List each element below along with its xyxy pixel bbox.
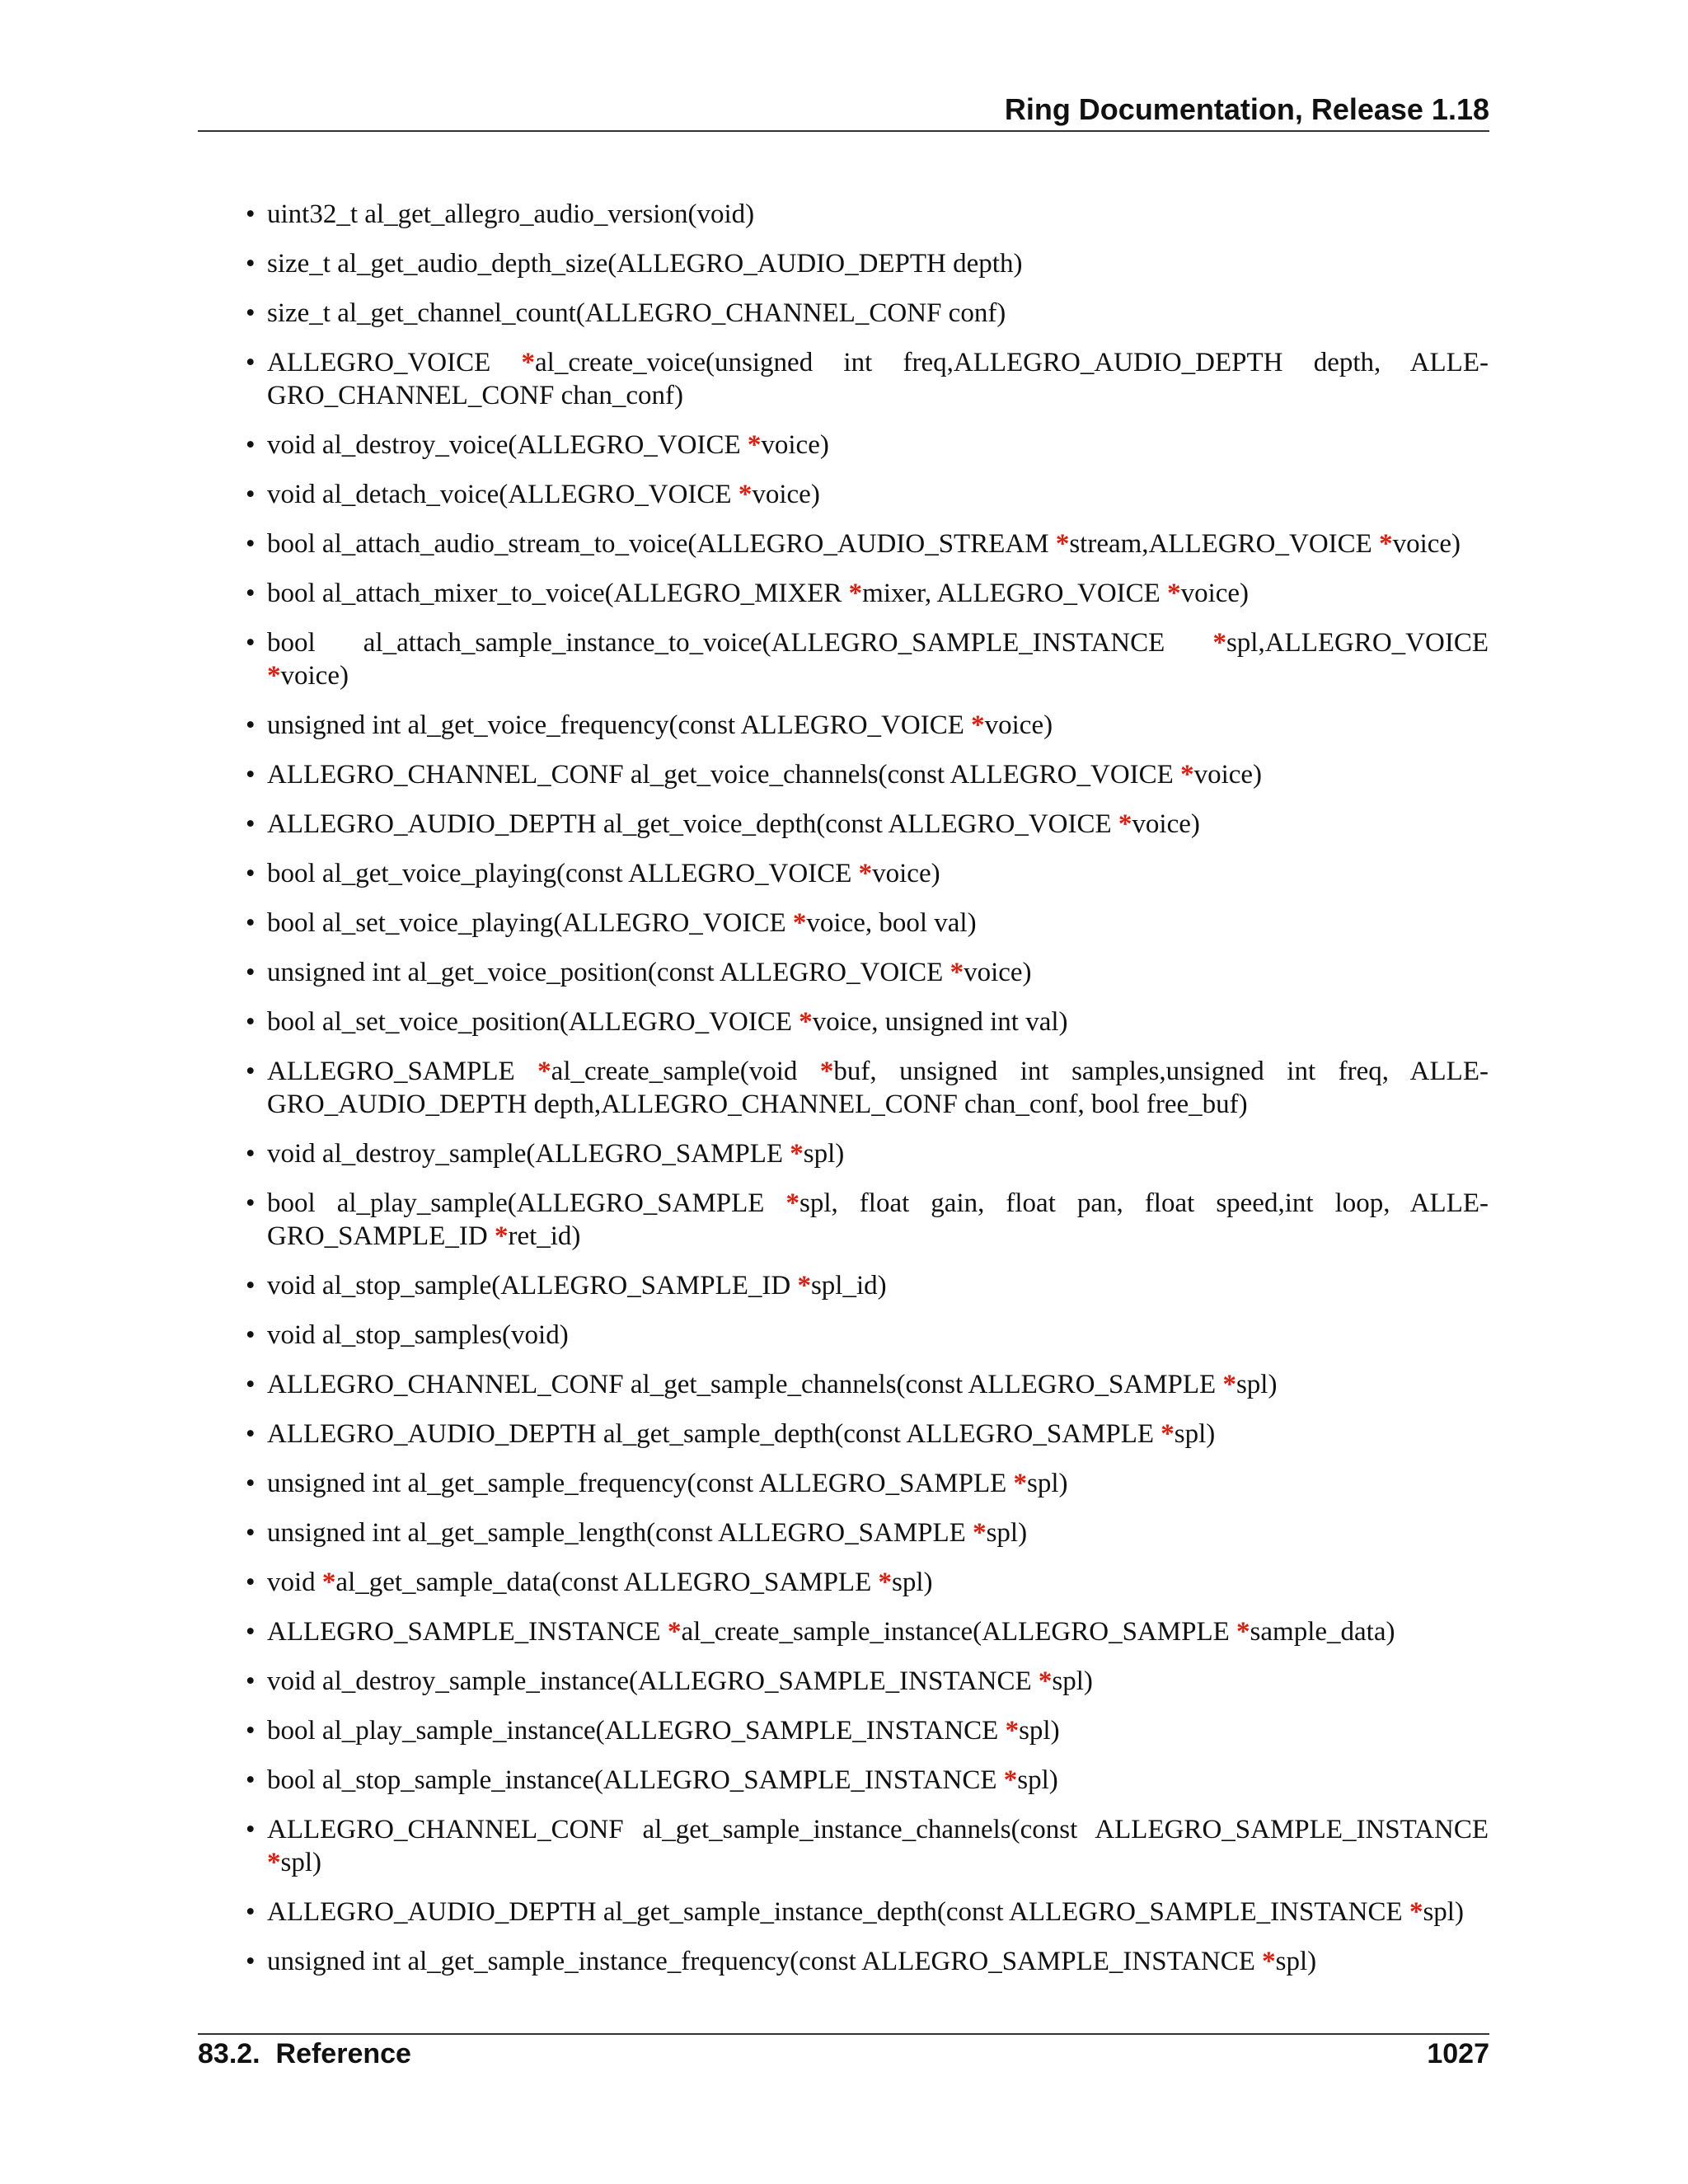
- function-text: voice): [761, 430, 829, 460]
- pointer-asterisk: *: [819, 1057, 834, 1086]
- function-item: [267, 247, 1489, 280]
- pointer-asterisk: *: [1212, 628, 1226, 658]
- function-text: al_create_voice(unsigned int freq,ALLEGRO_AUDIO_DEPTH depth, ALLE-GRO_CHANNEL_CONF chan_conf): [267, 348, 1489, 410]
- function-text: size_t al_get_audio_depth_size(ALLEGRO_AUDIO_DEPTH depth): [267, 249, 1023, 279]
- function-list: [267, 198, 1489, 1994]
- function-text: unsigned int al_get_voice_frequency(const ALLEGRO_VOICE: [267, 710, 972, 740]
- function-item: [267, 1418, 1489, 1451]
- function-text: voice): [1392, 529, 1461, 559]
- function-text: voice): [1180, 579, 1250, 608]
- function-text: size_t al_get_channel_count(ALLEGRO_CHANNEL_CONF conf): [267, 298, 1006, 328]
- function-item: [267, 577, 1489, 610]
- function-text: unsigned int al_get_voice_position(const ALLEGRO_VOICE: [267, 958, 950, 987]
- function-item: [267, 1467, 1489, 1500]
- function-text: spl, float gain, float pan, float speed,int loop, ALLE-GRO_SAMPLE_ID: [267, 1188, 1489, 1251]
- pointer-asterisk: *: [1409, 1897, 1423, 1927]
- function-text: al_create_sample(void: [551, 1057, 820, 1086]
- function-text: voice): [1132, 809, 1200, 839]
- pointer-asterisk: *: [537, 1057, 551, 1086]
- pointer-asterisk: *: [1236, 1617, 1250, 1647]
- function-text: spl): [1236, 1370, 1278, 1399]
- function-text: bool al_attach_sample_instance_to_voice(ALLEGRO_SAMPLE_INSTANCE: [267, 628, 1213, 658]
- function-item: [267, 1368, 1489, 1401]
- function-text: unsigned int al_get_sample_instance_frequency(const ALLEGRO_SAMPLE_INSTANCE: [267, 1947, 1263, 1976]
- function-text: bool al_attach_mixer_to_voice(ALLEGRO_MIXER: [267, 579, 849, 608]
- pointer-asterisk: *: [1167, 579, 1181, 608]
- function-item: [267, 1945, 1489, 1978]
- function-text: spl): [986, 1518, 1028, 1548]
- pointer-asterisk: *: [792, 908, 807, 938]
- pointer-asterisk: *: [321, 1568, 336, 1597]
- function-text: spl): [1423, 1897, 1464, 1927]
- function-text: ALLEGRO_SAMPLE_INSTANCE: [267, 1617, 668, 1647]
- pointer-asterisk: *: [267, 1848, 281, 1877]
- function-text: spl): [1174, 1419, 1216, 1449]
- function-item: [267, 198, 1489, 231]
- function-item: [267, 1187, 1489, 1253]
- function-text: spl,ALLEGRO_VOICE: [1226, 628, 1489, 658]
- function-text: ALLEGRO_SAMPLE: [267, 1057, 538, 1086]
- function-text: unsigned int al_get_sample_length(const ALLEGRO_SAMPLE: [267, 1518, 973, 1548]
- function-text: ALLEGRO_AUDIO_DEPTH al_get_sample_depth(const ALLEGRO_SAMPLE: [267, 1419, 1161, 1449]
- function-item: [267, 1714, 1489, 1747]
- function-text: voice): [984, 710, 1053, 740]
- function-item: [267, 1813, 1489, 1879]
- function-text: void al_destroy_voice(ALLEGRO_VOICE: [267, 430, 748, 460]
- function-text: spl): [1275, 1947, 1317, 1976]
- function-text: ALLEGRO_VOICE: [267, 348, 522, 377]
- pointer-asterisk: *: [790, 1139, 804, 1169]
- function-text: ALLEGRO_CHANNEL_CONF al_get_sample_instance_channels(const ALLEGRO_SAMPLE_INSTANCE: [267, 1815, 1489, 1844]
- function-text: bool al_set_voice_playing(ALLEGRO_VOICE: [267, 908, 793, 938]
- pointer-asterisk: *: [1118, 809, 1132, 839]
- function-text: mixer, ALLEGRO_VOICE: [862, 579, 1168, 608]
- pointer-asterisk: *: [1038, 1666, 1053, 1696]
- function-text: sample_data): [1250, 1617, 1395, 1647]
- function-item: [267, 1615, 1489, 1648]
- function-item: [267, 907, 1489, 940]
- pointer-asterisk: *: [799, 1007, 813, 1037]
- pointer-asterisk: *: [1005, 1716, 1020, 1746]
- function-text: voice): [1193, 760, 1263, 790]
- pointer-asterisk: *: [878, 1568, 892, 1597]
- function-item: [267, 478, 1489, 511]
- function-item: [267, 297, 1489, 330]
- page-header-title: Ring Documentation, Release 1.18: [1004, 92, 1489, 126]
- pointer-asterisk: *: [267, 661, 281, 691]
- function-text: ALLEGRO_CHANNEL_CONF al_get_sample_channels(const ALLEGRO_SAMPLE: [267, 1370, 1223, 1399]
- function-text: voice, bool val): [806, 908, 977, 938]
- function-item: [267, 429, 1489, 462]
- function-text: voice, unsigned int val): [812, 1007, 1068, 1037]
- pointer-asterisk: *: [1180, 760, 1194, 790]
- function-item: [267, 1764, 1489, 1797]
- function-text: void: [267, 1568, 322, 1597]
- pointer-asterisk: *: [785, 1188, 799, 1218]
- function-item: [267, 956, 1489, 989]
- header-divider: [198, 130, 1489, 132]
- function-text: buf, unsigned int samples,unsigned int freq, ALLE-GRO_AUDIO_DEPTH depth,ALLEGRO_CHANNEL_CONF chan_conf, bool free_buf): [267, 1057, 1489, 1119]
- pointer-asterisk: *: [1055, 529, 1070, 559]
- function-text: voice): [964, 958, 1032, 987]
- function-text: spl): [803, 1139, 845, 1169]
- function-item: [267, 1319, 1489, 1352]
- pointer-asterisk: *: [1222, 1370, 1236, 1399]
- function-item: [267, 1516, 1489, 1549]
- function-text: bool al_attach_audio_stream_to_voice(ALLEGRO_AUDIO_STREAM: [267, 529, 1056, 559]
- pointer-asterisk: *: [858, 859, 873, 888]
- footer-divider: [198, 2033, 1489, 2035]
- footer-page-number: 1027: [1427, 2038, 1489, 2069]
- function-text: stream,ALLEGRO_VOICE: [1069, 529, 1380, 559]
- function-text: bool al_stop_sample_instance(ALLEGRO_SAMPLE_INSTANCE: [267, 1765, 1004, 1795]
- pointer-asterisk: *: [973, 1518, 987, 1548]
- function-text: bool al_set_voice_position(ALLEGRO_VOICE: [267, 1007, 799, 1037]
- function-text: voice): [872, 859, 940, 888]
- function-text: al_create_sample_instance(ALLEGRO_SAMPLE: [681, 1617, 1237, 1647]
- function-text: spl): [280, 1848, 321, 1877]
- function-item: [267, 1566, 1489, 1599]
- pointer-asterisk: *: [738, 480, 753, 509]
- function-text: void al_detach_voice(ALLEGRO_VOICE: [267, 480, 738, 509]
- function-text: void al_stop_sample(ALLEGRO_SAMPLE_ID: [267, 1271, 798, 1301]
- function-text: uint32_t al_get_allegro_audio_version(void): [267, 199, 755, 229]
- function-item: [267, 346, 1489, 412]
- pointer-asterisk: *: [797, 1271, 811, 1301]
- function-text: spl): [892, 1568, 933, 1597]
- function-text: voice): [752, 480, 820, 509]
- function-item: [267, 1137, 1489, 1170]
- function-text: voice): [280, 661, 349, 691]
- function-text: unsigned int al_get_sample_frequency(const ALLEGRO_SAMPLE: [267, 1469, 1014, 1498]
- pointer-asterisk: *: [1379, 529, 1393, 559]
- function-text: bool al_play_sample(ALLEGRO_SAMPLE: [267, 1188, 786, 1218]
- function-item: [267, 709, 1489, 742]
- function-item: [267, 527, 1489, 560]
- pointer-asterisk: *: [667, 1617, 682, 1647]
- pointer-asterisk: *: [747, 430, 762, 460]
- function-item: [267, 1269, 1489, 1302]
- function-item: [267, 1005, 1489, 1038]
- function-text: spl): [1019, 1716, 1060, 1746]
- function-text: spl): [1017, 1765, 1058, 1795]
- function-text: void al_destroy_sample(ALLEGRO_SAMPLE: [267, 1139, 790, 1169]
- pointer-asterisk: *: [1262, 1947, 1276, 1976]
- function-item: [267, 758, 1489, 791]
- function-item: [267, 1665, 1489, 1698]
- function-text: bool al_play_sample_instance(ALLEGRO_SAMPLE_INSTANCE: [267, 1716, 1006, 1746]
- function-text: ALLEGRO_AUDIO_DEPTH al_get_voice_depth(const ALLEGRO_VOICE: [267, 809, 1118, 839]
- function-text: void al_destroy_sample_instance(ALLEGRO_SAMPLE_INSTANCE: [267, 1666, 1039, 1696]
- function-item: [267, 1055, 1489, 1121]
- function-text: spl): [1052, 1666, 1093, 1696]
- function-text: spl): [1027, 1469, 1068, 1498]
- pointer-asterisk: *: [971, 710, 985, 740]
- function-text: al_get_sample_data(const ALLEGRO_SAMPLE: [335, 1568, 879, 1597]
- pointer-asterisk: *: [1003, 1765, 1018, 1795]
- function-item: [267, 857, 1489, 890]
- function-text: ret_id): [508, 1221, 581, 1251]
- footer-section-title: 83.2. Reference: [198, 2038, 411, 2069]
- function-item: [267, 808, 1489, 841]
- pointer-asterisk: *: [1160, 1419, 1175, 1449]
- pointer-asterisk: *: [494, 1221, 509, 1251]
- function-text: ALLEGRO_CHANNEL_CONF al_get_voice_channels(const ALLEGRO_VOICE: [267, 760, 1181, 790]
- pointer-asterisk: *: [848, 579, 863, 608]
- function-item: [267, 1896, 1489, 1929]
- pointer-asterisk: *: [950, 958, 964, 987]
- function-text: ALLEGRO_AUDIO_DEPTH al_get_sample_instance_depth(const ALLEGRO_SAMPLE_INSTANCE: [267, 1897, 1409, 1927]
- function-item: [267, 626, 1489, 692]
- pointer-asterisk: *: [1013, 1469, 1028, 1498]
- function-text: void al_stop_samples(void): [267, 1320, 569, 1350]
- function-text: bool al_get_voice_playing(const ALLEGRO_VOICE: [267, 859, 859, 888]
- function-text: spl_id): [810, 1271, 887, 1301]
- pointer-asterisk: *: [521, 348, 536, 377]
